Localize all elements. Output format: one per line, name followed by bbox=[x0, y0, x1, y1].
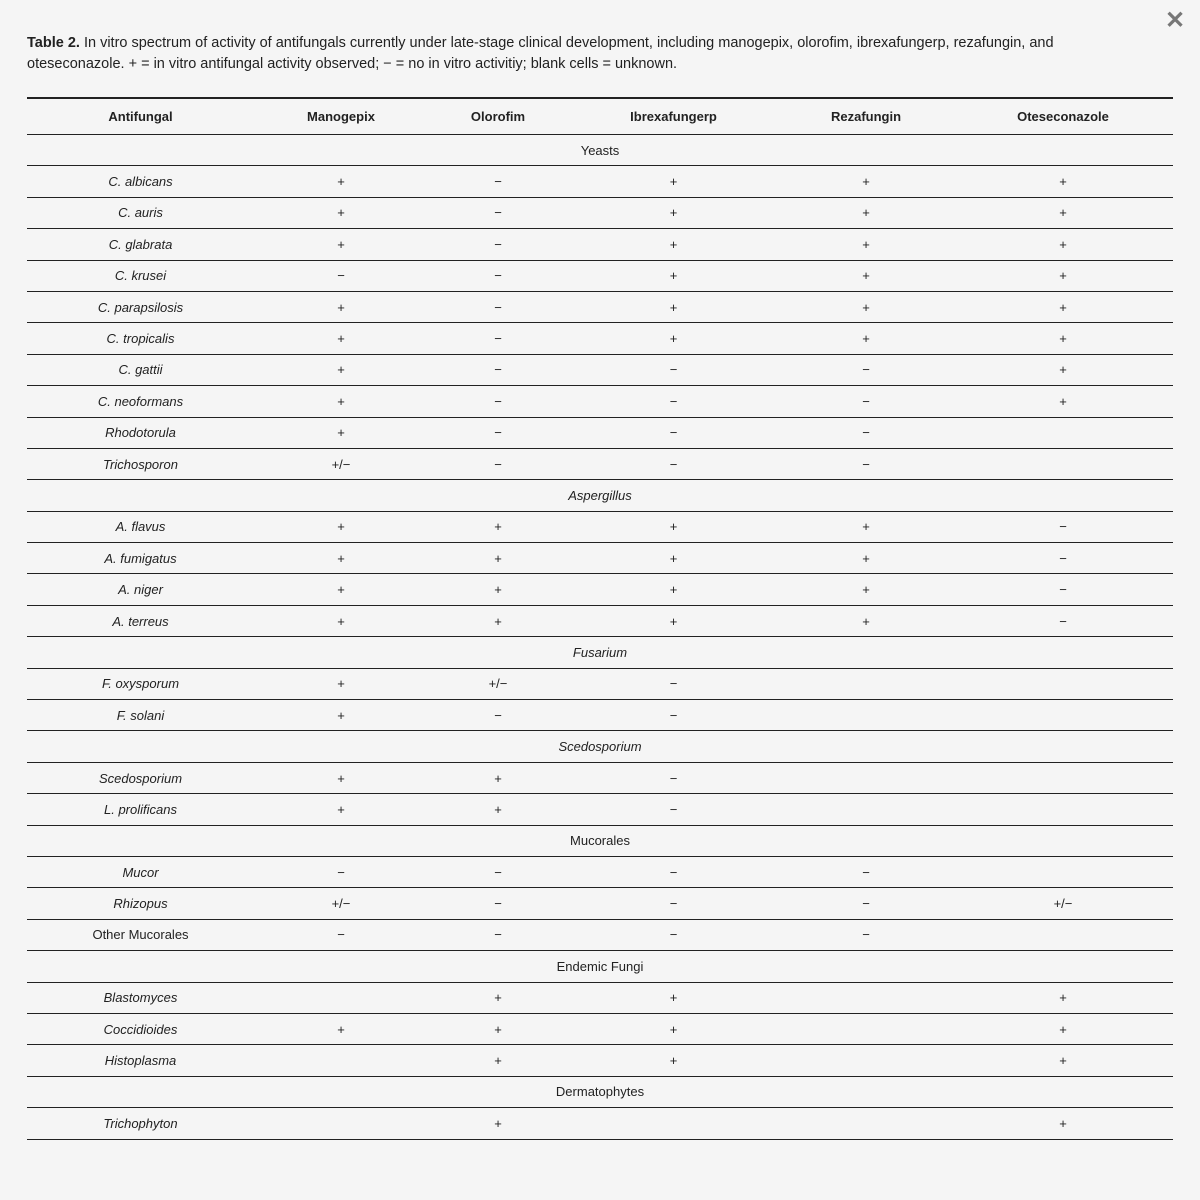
activity-cell: + bbox=[1059, 1053, 1067, 1069]
caption-lead: Table 2. bbox=[27, 35, 80, 51]
activity-cell: − bbox=[669, 770, 678, 786]
table-row bbox=[27, 982, 1173, 1013]
activity-cell: + bbox=[337, 174, 345, 190]
species-cell: C. neoformans bbox=[97, 393, 184, 409]
species-cell: A. fumigatus bbox=[104, 550, 177, 566]
activity-cell: +/− bbox=[331, 456, 351, 472]
activity-cell: + bbox=[669, 331, 678, 347]
section-row bbox=[27, 951, 1173, 982]
activity-cell: + bbox=[669, 990, 678, 1006]
activity-cell: + bbox=[1059, 1021, 1067, 1037]
species-cell: C. albicans bbox=[108, 174, 173, 190]
activity-cell: − bbox=[494, 896, 502, 912]
activity-cell: + bbox=[337, 236, 345, 252]
activity-cell bbox=[568, 1108, 779, 1139]
activity-cell: + bbox=[669, 299, 678, 315]
activity-cell: − bbox=[862, 456, 870, 472]
section-title: Endemic Fungi bbox=[556, 958, 644, 974]
activity-cell: + bbox=[669, 582, 678, 598]
activity-cell: − bbox=[494, 927, 502, 943]
activity-cell: + bbox=[669, 205, 678, 221]
table-row bbox=[27, 919, 1173, 950]
activity-cell: + bbox=[337, 676, 345, 692]
activity-cell: − bbox=[862, 393, 870, 409]
section-title: Aspergillus bbox=[568, 487, 632, 503]
activity-cell: + bbox=[669, 519, 678, 535]
activity-cell: − bbox=[494, 456, 502, 472]
table-row bbox=[27, 323, 1173, 354]
activity-cell: + bbox=[494, 990, 502, 1006]
table-body bbox=[27, 135, 1173, 1140]
activity-cell: +/− bbox=[331, 896, 351, 912]
activity-cell: + bbox=[494, 801, 502, 817]
section-title: Fusarium bbox=[572, 644, 628, 660]
activity-cell: − bbox=[494, 268, 502, 284]
species-cell: Rhizopus bbox=[113, 896, 168, 912]
activity-cell bbox=[254, 982, 428, 1013]
species-cell: C. krusei bbox=[114, 268, 167, 284]
activity-cell: + bbox=[862, 268, 870, 284]
activity-cell bbox=[779, 1108, 953, 1139]
header-olorofim: Olorofim bbox=[470, 109, 526, 124]
activity-cell: + bbox=[669, 236, 678, 252]
activity-cell: + bbox=[862, 331, 870, 347]
species-cell: Rhodotorula bbox=[105, 425, 176, 441]
activity-cell bbox=[779, 762, 953, 793]
activity-cell: − bbox=[1059, 519, 1067, 535]
activity-cell: − bbox=[862, 927, 870, 943]
activity-cell: + bbox=[862, 613, 870, 629]
activity-cell: − bbox=[337, 268, 345, 284]
activity-cell: + bbox=[669, 174, 678, 190]
activity-cell: − bbox=[494, 362, 502, 378]
table-row bbox=[27, 888, 1173, 919]
species-cell: C. gattii bbox=[118, 362, 163, 378]
activity-cell: + bbox=[494, 1115, 502, 1131]
section-row bbox=[27, 731, 1173, 762]
activity-cell: − bbox=[669, 927, 678, 943]
table-row bbox=[27, 700, 1173, 731]
species-cell: C. parapsilosis bbox=[97, 299, 184, 315]
table-row bbox=[27, 166, 1173, 197]
activity-cell: − bbox=[669, 801, 678, 817]
activity-cell: + bbox=[862, 174, 870, 190]
activity-cell bbox=[779, 982, 953, 1013]
activity-cell: − bbox=[669, 864, 678, 880]
activity-cell: + bbox=[1059, 205, 1067, 221]
table-row bbox=[27, 260, 1173, 291]
species-cell: F. oxysporum bbox=[101, 676, 180, 692]
table-row bbox=[27, 417, 1173, 448]
activity-cell: +/− bbox=[1053, 896, 1073, 912]
activity-cell: − bbox=[494, 236, 502, 252]
activity-cell: + bbox=[669, 550, 678, 566]
caption-text: In vitro spectrum of activity of antifungals currently under late-stage clinical development, including manogepix, olorofim, ibrexafungerp, rezafungin, and oteseconazole. + = in vitro antifungal activity observed; − = no in vitro activitiy; blank cells = unknown. bbox=[27, 35, 1054, 72]
activity-cell: − bbox=[494, 707, 502, 723]
table-row bbox=[27, 1013, 1173, 1044]
species-cell: Other Mucorales bbox=[92, 927, 189, 943]
activity-cell: − bbox=[494, 425, 502, 441]
activity-cell: + bbox=[337, 770, 345, 786]
activity-cell: + bbox=[862, 236, 870, 252]
activity-cell: + bbox=[337, 362, 345, 378]
activity-cell: +/− bbox=[488, 676, 508, 692]
table-row bbox=[27, 197, 1173, 228]
species-cell: F. solani bbox=[116, 707, 165, 723]
table-row bbox=[27, 1108, 1173, 1139]
table-row bbox=[27, 762, 1173, 793]
activity-cell: − bbox=[494, 864, 502, 880]
activity-cell: − bbox=[862, 425, 870, 441]
activity-cell: − bbox=[669, 425, 678, 441]
activity-cell: + bbox=[337, 205, 345, 221]
species-cell: L. prolificans bbox=[104, 801, 177, 817]
table-row bbox=[27, 448, 1173, 479]
table-row bbox=[27, 229, 1173, 260]
header-rezafungin: Rezafungin bbox=[830, 109, 902, 124]
activity-cell: + bbox=[337, 707, 345, 723]
activity-cell: + bbox=[337, 613, 345, 629]
activity-cell: − bbox=[669, 707, 678, 723]
activity-cell: + bbox=[862, 299, 870, 315]
activity-cell: + bbox=[337, 519, 345, 535]
activity-cell: − bbox=[1059, 613, 1067, 629]
activity-cell bbox=[254, 1045, 428, 1076]
activity-cell: − bbox=[337, 927, 345, 943]
section-title: Dermatophytes bbox=[555, 1084, 645, 1100]
section-row bbox=[27, 825, 1173, 856]
section-row bbox=[27, 1076, 1173, 1107]
species-cell: A. terreus bbox=[112, 613, 169, 629]
activity-cell: + bbox=[494, 770, 502, 786]
activity-cell: − bbox=[494, 174, 502, 190]
activity-cell: − bbox=[494, 331, 502, 347]
section-title: Scedosporium bbox=[558, 739, 642, 755]
activity-cell bbox=[779, 668, 953, 699]
activity-cell: + bbox=[862, 205, 870, 221]
species-cell: Coccidioides bbox=[103, 1021, 178, 1037]
species-cell: Scedosporium bbox=[98, 770, 183, 786]
activity-cell: − bbox=[862, 896, 870, 912]
activity-cell: + bbox=[862, 550, 870, 566]
activity-cell: − bbox=[669, 676, 678, 692]
activity-cell: + bbox=[494, 519, 502, 535]
activity-cell: + bbox=[1059, 268, 1067, 284]
activity-cell: + bbox=[337, 801, 345, 817]
activity-cell: − bbox=[669, 393, 678, 409]
section-row bbox=[27, 480, 1173, 511]
activity-cell bbox=[779, 1045, 953, 1076]
activity-cell bbox=[779, 794, 953, 825]
table-row bbox=[27, 794, 1173, 825]
antifungal-table-container bbox=[27, 97, 1173, 1140]
header-antifungal: Antifungal bbox=[108, 109, 173, 124]
activity-cell: + bbox=[1059, 174, 1067, 190]
species-cell: C. auris bbox=[118, 205, 163, 221]
table-row bbox=[27, 1045, 1173, 1076]
activity-cell: + bbox=[494, 550, 502, 566]
activity-cell: − bbox=[494, 393, 502, 409]
activity-cell: + bbox=[337, 299, 345, 315]
activity-cell bbox=[254, 1108, 428, 1139]
activity-cell: + bbox=[494, 1053, 502, 1069]
activity-cell bbox=[953, 794, 1173, 825]
activity-cell: + bbox=[669, 613, 678, 629]
section-row bbox=[27, 637, 1173, 668]
activity-cell: − bbox=[1059, 550, 1067, 566]
activity-cell: − bbox=[494, 299, 502, 315]
species-cell: C. tropicalis bbox=[106, 331, 175, 347]
activity-cell: − bbox=[337, 864, 345, 880]
activity-cell: − bbox=[669, 456, 678, 472]
activity-cell: + bbox=[862, 582, 870, 598]
antifungal-activity-table bbox=[27, 97, 1173, 1140]
activity-cell: + bbox=[337, 550, 345, 566]
activity-cell: − bbox=[669, 362, 678, 378]
species-cell: C. glabrata bbox=[108, 236, 173, 252]
header-ibrexafungerp: Ibrexafungerp bbox=[630, 109, 717, 124]
activity-cell bbox=[953, 417, 1173, 448]
species-cell: Trichophyton bbox=[103, 1115, 178, 1131]
close-icon[interactable]: ✕ bbox=[1164, 7, 1186, 34]
activity-cell: − bbox=[669, 896, 678, 912]
activity-cell: + bbox=[669, 1021, 678, 1037]
activity-cell bbox=[953, 856, 1173, 887]
table-row bbox=[27, 605, 1173, 636]
activity-cell: + bbox=[337, 1021, 345, 1037]
section-row bbox=[27, 135, 1173, 166]
species-cell: Histoplasma bbox=[104, 1053, 177, 1069]
activity-cell: + bbox=[1059, 236, 1067, 252]
species-cell: Trichosporon bbox=[103, 456, 178, 472]
activity-cell: + bbox=[337, 582, 345, 598]
activity-cell: + bbox=[494, 613, 502, 629]
table-row bbox=[27, 354, 1173, 385]
table-caption bbox=[27, 33, 1107, 75]
activity-cell bbox=[953, 762, 1173, 793]
activity-cell: + bbox=[1059, 393, 1067, 409]
activity-cell: + bbox=[494, 582, 502, 598]
table-row bbox=[27, 543, 1173, 574]
table-row bbox=[27, 291, 1173, 322]
activity-cell: + bbox=[1059, 331, 1067, 347]
activity-cell: + bbox=[337, 331, 345, 347]
activity-cell bbox=[953, 919, 1173, 950]
activity-cell: − bbox=[862, 362, 870, 378]
activity-cell bbox=[779, 700, 953, 731]
header-row bbox=[27, 98, 1173, 135]
activity-cell: + bbox=[1059, 362, 1067, 378]
activity-cell: − bbox=[862, 864, 870, 880]
header-oteseconazole: Oteseconazole bbox=[1017, 109, 1109, 124]
species-cell: Mucor bbox=[122, 864, 159, 880]
section-title: Yeasts bbox=[580, 142, 620, 158]
activity-cell: + bbox=[337, 393, 345, 409]
table-row bbox=[27, 856, 1173, 887]
species-cell: A. niger bbox=[118, 582, 163, 598]
species-cell: A. flavus bbox=[115, 519, 166, 535]
activity-cell: + bbox=[494, 1021, 502, 1037]
species-cell: Blastomyces bbox=[103, 990, 178, 1006]
activity-cell: + bbox=[1059, 990, 1067, 1006]
table-row bbox=[27, 386, 1173, 417]
table-header bbox=[27, 98, 1173, 135]
header-manogepix: Manogepix bbox=[307, 109, 375, 124]
activity-cell bbox=[953, 448, 1173, 479]
activity-cell: + bbox=[1059, 299, 1067, 315]
activity-cell: − bbox=[494, 205, 502, 221]
activity-cell: + bbox=[669, 268, 678, 284]
activity-cell: + bbox=[1059, 1115, 1067, 1131]
section-title: Mucorales bbox=[570, 833, 630, 849]
table-row bbox=[27, 574, 1173, 605]
activity-cell: − bbox=[1059, 582, 1067, 598]
activity-cell: + bbox=[862, 519, 870, 535]
activity-cell bbox=[953, 668, 1173, 699]
table-row bbox=[27, 668, 1173, 699]
activity-cell: + bbox=[669, 1053, 678, 1069]
activity-cell bbox=[953, 700, 1173, 731]
table-row bbox=[27, 511, 1173, 542]
activity-cell: + bbox=[337, 425, 345, 441]
activity-cell bbox=[779, 1013, 953, 1044]
